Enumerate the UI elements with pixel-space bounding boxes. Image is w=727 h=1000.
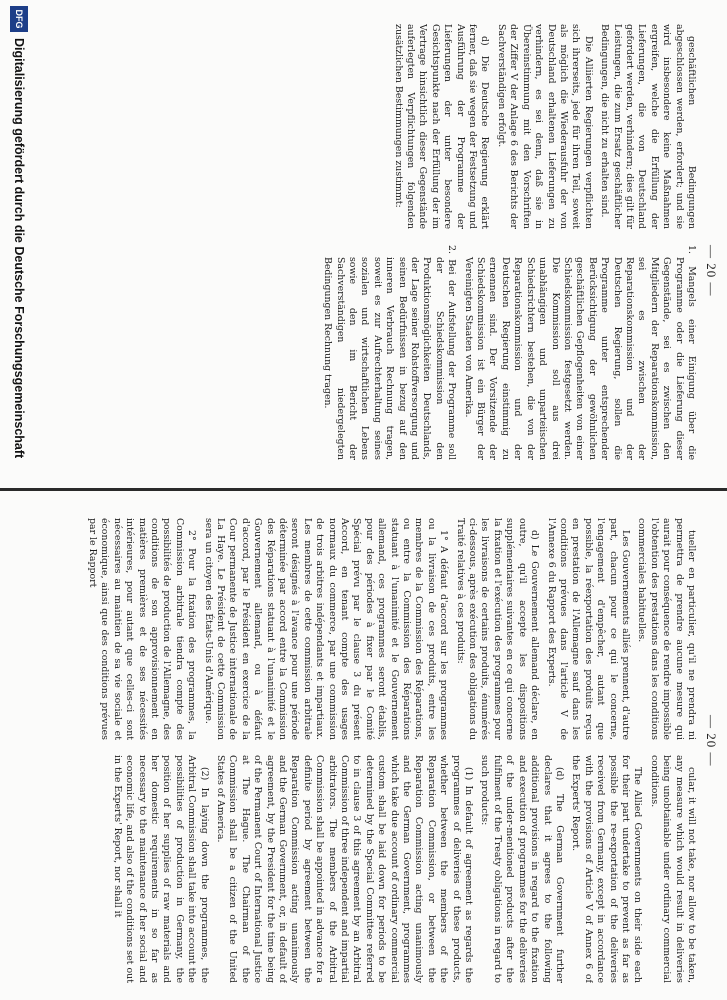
- paragraph: 1. Mangels einer Einigung über die Programme oder die Lieferung dieser Gegenstände, sei es zwischen den Mitgliedern der Reparationskommission, sei es zwischen der Reparationskommission und der Deutschen Regierung, sollen die Programme unter entsprechender Berücksichtigung der gewöhnlichen geschäftlichen Gepflogenheiten von einer Schiedskommission festgesetzt werden. Die Kommission soll aus drei unabhängigen und unparteiischen Schiedsrichtern bestehen, die von der Reparationskommission und der Deutschen Regierung einstimmig zu ernennen sind. Der Vorsitzende der Schiedskommission ist ein Bürger der Vereinigten Staaten von Amerika.: [462, 245, 697, 460]
- paragraph: d) Die Deutsche Regierung erklärt ferner, daß sie wegen der Festsetzung und Ausführung der Programme der Lieferungen der unter besondere Gesichtspunkte nach der Erfüllung der im Vertrage hinsichtlich dieser Gegenstände auferlegten Verpflichtungen folgenden zusätzlichen Bestimmungen zustimmt:: [392, 24, 491, 229]
- page-number: — 20 —: [704, 715, 719, 767]
- paragraph: (1) In default of agreement as regards the programmes of deliveries of these products, whether between the members of the Reparation Commission, or between the Reparation Commission acting unanimously and the German Government, programmes which take due account of ordinary commercial custom shall be laid down for periods to be determined by the Special Committee referred to in clause 3 of this agreement by an Arbitral Commission of three independent and impartial arbitrators. The members of the Arbitral Commission shall be appointed in advance for a definite period by agreement between the Reparation Commission acting unanimously and the German Government, or, in default of agreement, by the President for the time being of the Permanent Court of International Justice at The Hague. The Chairman of the Commission shall be a citizen of the United States of America.: [214, 755, 475, 983]
- english-column: [7, 755, 697, 983]
- paragraph: 2° Pour la fixation des programmes, la Commission arbitrale tiendra compte des possibilités de production de l'Allemagne, des conditions de son approvisionnement en matières premières et de ses nécessités intérieures, pour autant que celles-ci sont nécessaires au maintien de sa vie sociale et économique, ainsi que des conditions prévues par le Rapport: [86, 518, 198, 740]
- paragraph: The Allied Governments on their side each for their part undertake to prevent as far as possible the re-exportation of the deliveries received from Germany, except in accordance with the provisions of Article V of Annex 6 of the Experts' Report.: [570, 755, 644, 983]
- german-column-1: [67, 24, 697, 229]
- paragraph: (d) The German Government further declares that it agrees to the following additional provisions in regard to the fixation and execution of programmes for the deliveries of the under-mentioned products after the fulfilment of the Treaty obligations in regard to such products:: [479, 755, 565, 983]
- german-column-2: [67, 245, 697, 460]
- page-number: — 20 —: [704, 245, 719, 297]
- french-english-half: [0, 500, 727, 1000]
- paragraph: geschäftlichen Bedingungen abgeschlossen werden, erfordert; und sie wird insbesondere keine Maßnahmen ergreifen, welche die Erfüllung der Lieferungen, die von Deutschland gefordert werden, verhindern; dies gilt für Leistungen, die zum Ersatz geschäftlicher Bedingungen, die nicht zu erhalten sind.: [599, 24, 697, 229]
- paragraph: Les Gouvernements alliés prennent, d'autre part, chacun pour ce qui le concerne, l'engagement d'empêcher, autant que possible, la réexportation des produits reçus en prestation de l'Allemagne sauf dans les conditions prévues dans l'article V de l'Annexe 6 du Rapport des Experts.: [545, 518, 631, 740]
- paragraph: 2. Bei der Aufstellung der Programme soll der Schiedskommission den Produktionsmöglichkeiten Deutschlands, der Lage seiner Rohstoffversorgung und seinen Bedürfnissen in bezug auf den inneren Verbrauch Rechnung tragen, soweit es zur Aufrechterhaltung seines sozialen und wirtschaftlichen Lebens sowie den im Bericht der Sachverständigen niedergelegten Bedingungen Rechnung tragen.: [322, 245, 458, 460]
- paragraph: 1° A défaut d'accord sur les programmes ou la livraison de ces produits, entre les membres de la Commission des Réparations, ou entre la Commission des Réparations statuant à l'unanimité et le Gouvernement allemand, ces programmes seront établis, pour des périodes à fixer par le Comité Spécial prévu par le clause 3 du présent Accord, en tenant compte des usages normaux du commerce, par une commission de trois arbitres indépendants et impartiaux. Les membres de cette commission arbitrale seront désignés à l'avance pour une période déterminée par accord entre la Commission des Réparations statuant à l'unanimité et le Gouvernement allemand, ou à défaut d'accord, par le Président en exercice de la Cour permanente de Justice internationale de La Haye. Le Président de cette Commission sera un citoyen des États-Unis d'Amérique.: [202, 518, 450, 740]
- paragraph: d) Le Gouvernement allemand déclare, en outre, qu'il accepte les dispositions supplémentaires suivantes en ce qui concerne la fixation et l'exécution des programmes pour les livraisons de certains produits, énumérés ci-dessous, après exécution des obligations du Traité relatives à ces produits:: [454, 518, 541, 740]
- paragraph: (2) In laying down the programmes, the Arbitral Commission shall take into account the possibilities of production in Germany, the position of her supplies of raw materials and her domestic requirements in so far as necessary to the maintenance of her social and economic life, and also of the conditions set out in the Experts' Report, nor shall it: [111, 755, 210, 983]
- digitization-footer: [4, 0, 34, 486]
- german-half: [0, 0, 727, 486]
- dfg-logo: DFG: [10, 6, 28, 32]
- digitization-credit: Digitalisierung gefördert durch die Deutsche Forschungsgemeinschaft: [12, 38, 26, 459]
- french-column: [7, 518, 697, 740]
- paragraph: tueller en particulier, qu'il ne prendra ni permettra de prendre aucune mesure qui aurait pour conséquence de rendre impossible l'obtention des prestations dans les conditions commerciales habituelles.: [636, 518, 697, 740]
- paragraph: Die Alliierten Regierungen verpflichten sich ihrerseits, jede für ihren Teil, soweit als möglich die Wiederausfuhr der von Deutschland erhaltenen Lieferungen zu verhindern, es sei denn, daß sie in Übereinstimmung mit den Vorschriften der Ziffer V der Anlage 6 des Berichts der Sachverständigen erfolgt.: [495, 24, 594, 229]
- paragraph: cular, it will not take, nor allow to be taken, any measure which would result in deliveries being unobtainable under ordinary commercial conditions.: [648, 755, 697, 983]
- page-divider: [0, 488, 727, 491]
